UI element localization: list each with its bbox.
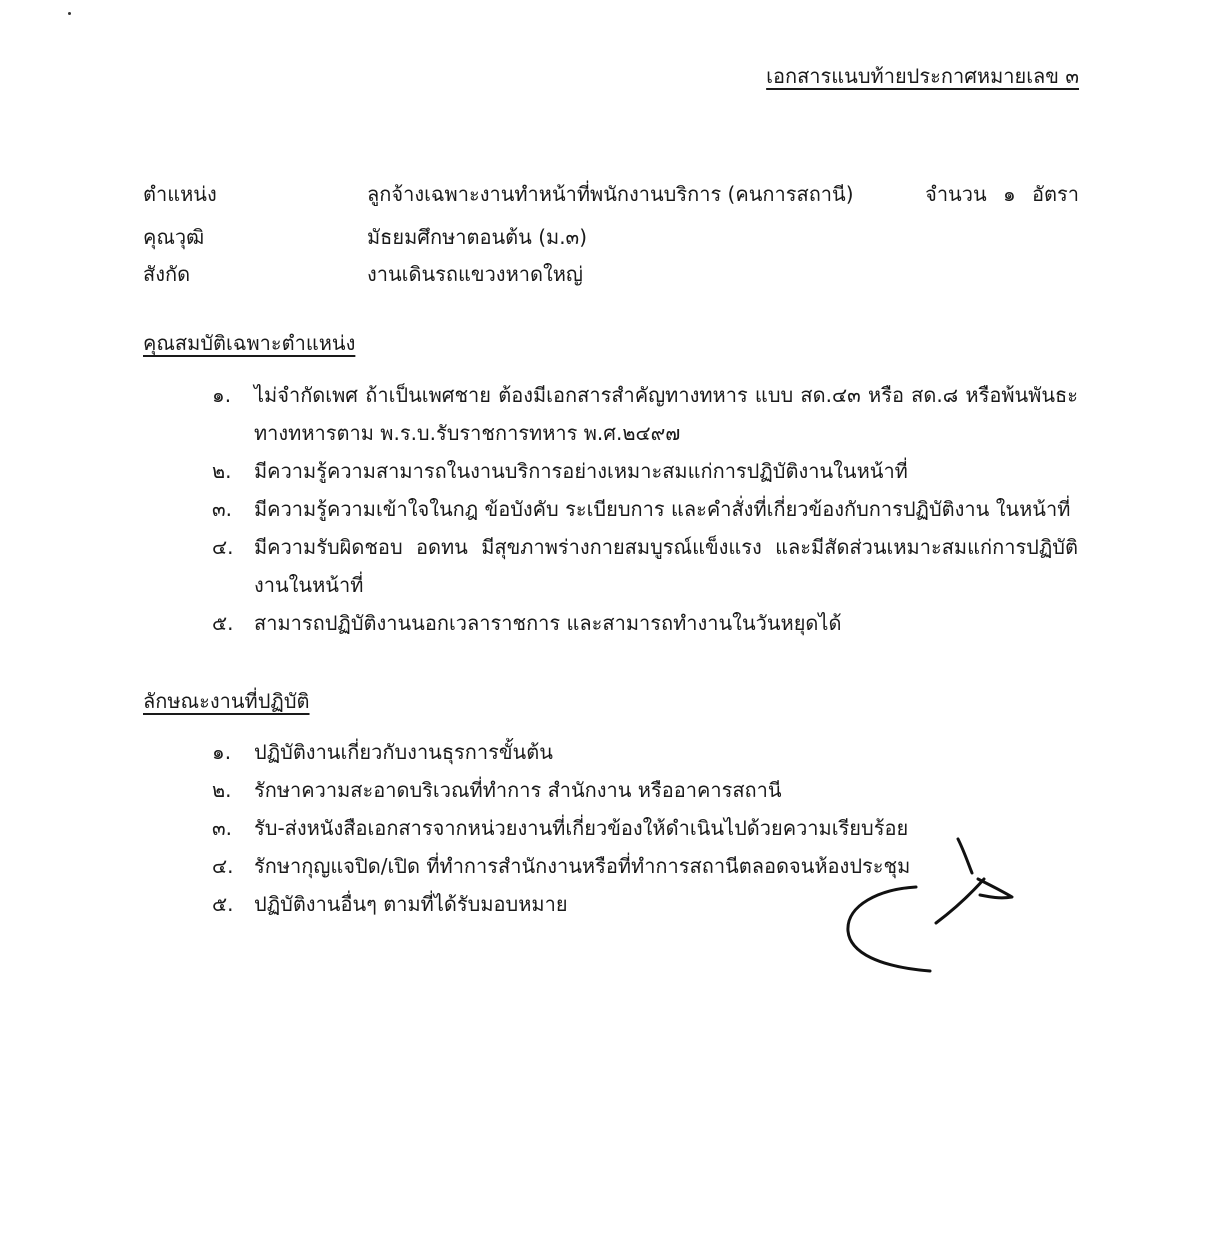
item-text: รักษากุญแจปิด/เปิด ที่ทำการสำนักงานหรือที่ทำการสถานีตลอดจนห้องประชุม [254, 854, 911, 878]
list-item [212, 604, 1078, 642]
item-text: มีความรู้ความเข้าใจในกฎ ข้อบังคับ ระเบียบการ และคำสั่งที่เกี่ยวข้องกับการปฏิบัติงาน ในหน้าที่ [254, 497, 1071, 521]
item-number: ๒. [212, 459, 232, 483]
list-item [212, 452, 1078, 490]
item-text: มีความรับผิดชอบ อดทน มีสุขภาพร่างกายสมบูรณ์แข็งแรง และมีสัดส่วนเหมาะสมแก่การปฏิบัติงานในหน้าที่ [254, 535, 1078, 597]
item-number: ๑. [212, 383, 232, 407]
list-item [212, 376, 1078, 452]
position-value: ลูกจ้างเฉพาะงานทำหน้าที่พนักงานบริการ (คนการสถานี) [367, 182, 854, 206]
affiliation-value: งานเดินรถแขวงหาดใหญ่ [367, 262, 583, 286]
list-item [212, 771, 1078, 809]
item-number: ๔. [212, 854, 234, 878]
duties-title: ลักษณะงานที่ปฏิบัติ [143, 689, 310, 713]
item-text: มีความรู้ความสามารถในงานบริการอย่างเหมาะสมแก่การปฏิบัติงานในหน้าที่ [254, 459, 908, 483]
list-item [212, 528, 1078, 604]
item-number: ๒. [212, 778, 232, 802]
item-number: ๓. [212, 816, 233, 840]
item-number: ๕. [212, 611, 234, 635]
item-number: ๕. [212, 892, 234, 916]
item-text: สามารถปฏิบัติงานนอกเวลาราชการ และสามารถทำงานในวันหยุดได้ [254, 611, 842, 635]
position-quota: จำนวน ๑ อัตรา [925, 182, 1079, 206]
affiliation-label: สังกัด [143, 262, 191, 286]
item-text: รับ-ส่งหนังสือเอกสารจากหน่วยงานที่เกี่ยวข้องให้ดำเนินไปด้วยความเรียบร้อย [254, 816, 909, 840]
document-reference: เอกสารแนบท้ายประกาศหมายเลข ๓ [766, 64, 1079, 88]
item-number: ๓. [212, 497, 233, 521]
qualification-value: มัธยมศึกษาตอนต้น (ม.๓) [367, 225, 588, 249]
qualification-row [143, 221, 1083, 255]
item-number: ๑. [212, 740, 232, 764]
qualification-label: คุณวุฒิ [143, 225, 205, 249]
item-number: ๔. [212, 535, 234, 559]
qualifications-list [212, 376, 1078, 642]
list-item [212, 733, 1078, 771]
list-item [212, 490, 1078, 528]
item-text: ปฏิบัติงานอื่นๆ ตามที่ได้รับมอบหมาย [254, 892, 568, 916]
qualifications-title: คุณสมบัติเฉพาะตำแหน่ง [143, 331, 356, 355]
signature-icon [840, 835, 1030, 980]
item-text: ปฏิบัติงานเกี่ยวกับงานธุรการขั้นต้น [254, 740, 553, 764]
item-text: รักษาความสะอาดบริเวณที่ทำการ สำนักงาน หรืออาคารสถานี [254, 778, 782, 802]
item-text: ไม่จำกัดเพศ ถ้าเป็นเพศชาย ต้องมีเอกสารสำคัญทางทหาร แบบ สด.๔๓ หรือ สด.๘ หรือพ้นพันธะทางทหารตาม พ.ร.บ.รับราชการทหาร พ.ศ.๒๔๙๗ [254, 383, 1078, 445]
scan-speck [68, 12, 71, 15]
position-label: ตำแหน่ง [143, 182, 217, 206]
affiliation-row [143, 258, 1083, 292]
position-row [143, 178, 1083, 212]
